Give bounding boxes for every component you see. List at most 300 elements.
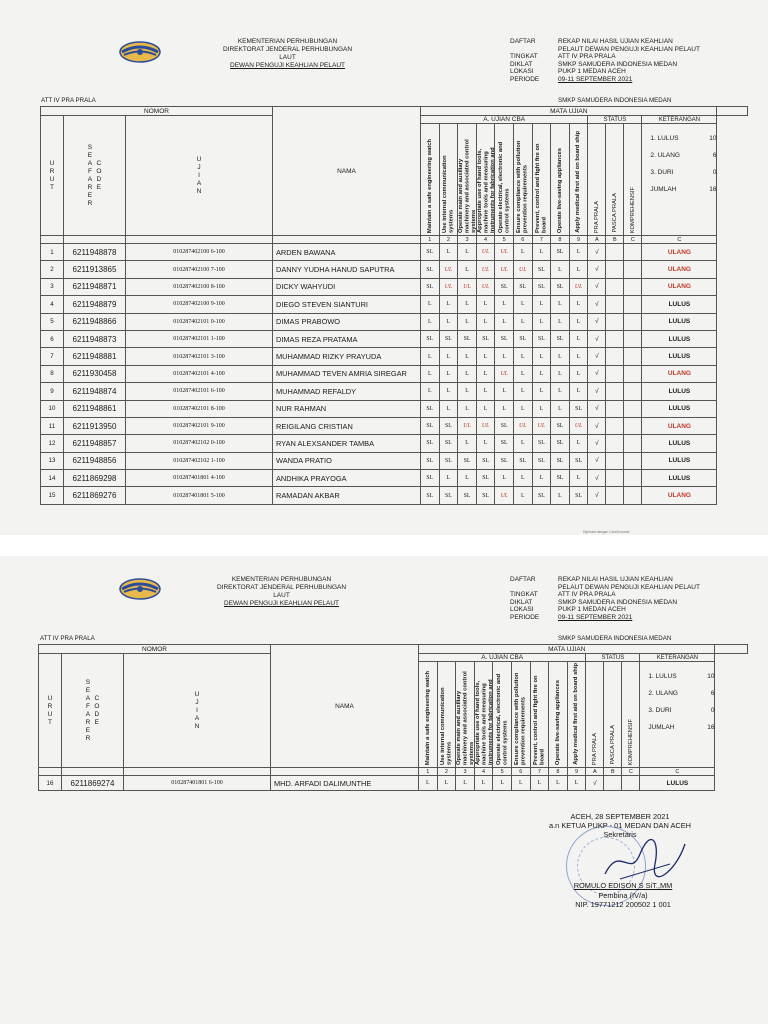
subject-result: L: [439, 400, 458, 417]
subject-result: L: [456, 776, 475, 791]
info-row: [510, 68, 700, 76]
subject-result: L: [421, 383, 440, 400]
subject-result: SL: [569, 452, 588, 469]
letter: R: [49, 167, 55, 175]
status-letter: B: [606, 236, 624, 244]
row-number: 1: [41, 244, 64, 261]
mata-ujian-header: MATA UJIAN: [421, 107, 717, 116]
subject-header: [419, 662, 438, 768]
info-value: REKAP NILAI HASIL UJIAN KEAHLIAN: [558, 38, 673, 45]
subject-number: 4: [476, 236, 495, 244]
subject-result: L: [495, 313, 514, 330]
result-remark: ULANG: [642, 365, 717, 382]
subject-title: Appropriate use of hand tools, machine tools and measuring instruments for fabrication and: [474, 679, 494, 765]
subject-result: L: [474, 776, 493, 791]
document-info: [510, 38, 700, 84]
letter: E: [87, 151, 93, 159]
subject-result: SL: [495, 435, 514, 452]
subject-header: [456, 662, 475, 768]
exam-number: 010287402101 8-100: [126, 400, 273, 417]
subject-number: 5: [493, 768, 512, 776]
subject-result: L: [421, 348, 440, 365]
seafarer-code: 6211948857: [64, 435, 126, 452]
subject-result: UL: [476, 244, 495, 261]
subject-title: Prevent, control and fight fire on board: [532, 675, 546, 765]
ket-letter: C: [640, 768, 715, 776]
subject-result: L: [513, 383, 532, 400]
signatory: [548, 881, 698, 910]
status-col-header: [604, 662, 622, 768]
status-blank: [622, 776, 640, 791]
info-row: [510, 591, 700, 599]
status-blank: [606, 435, 624, 452]
status-letter: C: [622, 768, 640, 776]
row-number: 9: [41, 383, 64, 400]
letter: R: [47, 702, 53, 710]
info-label: DAFTAR: [510, 38, 536, 45]
letter: C: [94, 694, 100, 702]
letter: E: [85, 726, 91, 734]
subject-result: SL: [532, 278, 551, 295]
subject-result: UL: [458, 278, 477, 295]
signature-on-behalf: a.n KETUA PUKP - 01 MEDAN DAN ACEH: [549, 821, 691, 830]
letter: S: [87, 143, 93, 151]
exam-number: 010287402100 7-100: [126, 261, 273, 278]
info-value: REKAP NILAI HASIL UJIAN KEAHLIAN: [558, 576, 673, 583]
subject-result: SL: [532, 452, 551, 469]
letter: [94, 679, 99, 687]
subject-result: SL: [551, 417, 570, 434]
subject-title: Operate main and auxiliary machinery and associated control systems: [456, 671, 476, 765]
info-value: ATT IV PRA PRALA: [558, 591, 616, 599]
info-label: DAFTAR: [510, 576, 536, 583]
subject-result: L: [513, 313, 532, 330]
subject-result: L: [458, 435, 477, 452]
subject-result: L: [530, 776, 549, 791]
status-blank: [624, 487, 642, 504]
subject-number: 3: [458, 236, 477, 244]
summary-value: 6: [710, 690, 715, 697]
subject-result: L: [421, 365, 440, 382]
student-row: [41, 348, 748, 365]
seafarer-code-letters: [62, 679, 123, 743]
student-name: DIMAS PRABOWO: [273, 313, 421, 330]
exam-number: 010287402100 6-100: [126, 244, 273, 261]
info-value: PUKP 1 MEDAN ACEH: [558, 606, 626, 614]
info-value: SMKP SAMUDERA INDONESIA MEDAN: [558, 60, 678, 68]
status-tick: √: [588, 470, 606, 487]
subject-result: L: [458, 348, 477, 365]
subject-number: 8: [549, 768, 568, 776]
numbering-blank: [62, 768, 124, 776]
directorate-name: DIREKTORAT JENDERAL PERHUBUNGAN LAUT: [216, 584, 347, 599]
subject-number: 8: [551, 236, 570, 244]
student-row: [41, 435, 748, 452]
student-row: [41, 244, 748, 261]
subject-result: L: [511, 776, 530, 791]
subject-result: L: [513, 470, 532, 487]
header-row: [41, 107, 748, 116]
school-label: SMKP SAMUDERA INDONESIA MEDAN: [558, 97, 672, 104]
document-info: [510, 576, 700, 622]
row-number: 13: [41, 452, 64, 469]
ujian-header: [126, 116, 273, 236]
letter: J: [197, 163, 201, 171]
subject-number: 6: [513, 236, 532, 244]
ujian-cba-header: A. UJIAN CBA: [419, 654, 586, 662]
signature-block: [530, 812, 710, 839]
subject-header: [513, 124, 532, 236]
subject-result: L: [458, 365, 477, 382]
exam-number: 010287402100 8-100: [126, 278, 273, 295]
seafarer-code: 6211948878: [64, 244, 126, 261]
status-col-title: KOMPREHENSIF: [629, 186, 636, 233]
seafarer-code: 6211869276: [64, 487, 126, 504]
subject-header: [530, 662, 549, 768]
subject-result: L: [569, 296, 588, 313]
subject-result: L: [569, 435, 588, 452]
info-label: [510, 584, 558, 592]
status-blank: [606, 417, 624, 434]
status-blank: [624, 348, 642, 365]
info-row: [510, 599, 700, 607]
subject-result: SL: [513, 278, 532, 295]
info-value: ATT IV PRA PRALA: [558, 53, 616, 61]
subject-result: L: [495, 383, 514, 400]
exam-number: 010287401801 6-100: [124, 776, 271, 791]
subject-result: SL: [458, 452, 477, 469]
numbering-blank: [271, 768, 419, 776]
student-name: WANDA PRATIO: [273, 452, 421, 469]
subject-title: Maintain a safe engineering watch: [424, 670, 431, 765]
subject-result: L: [532, 365, 551, 382]
exam-number: 010287402101 3-100: [126, 348, 273, 365]
subject-header: [567, 662, 586, 768]
exam-number: 010287402101 0-100: [126, 313, 273, 330]
result-remark: ULANG: [642, 244, 717, 261]
subject-result: UL: [569, 417, 588, 434]
status-tick: √: [588, 400, 606, 417]
summary-label: 1. LULUS: [648, 673, 677, 680]
status-blank: [624, 244, 642, 261]
subject-result: UL: [513, 417, 532, 434]
subject-result: SL: [551, 244, 570, 261]
letter: T: [48, 718, 52, 726]
subject-result: SL: [439, 330, 458, 347]
stacked-letters: [126, 156, 272, 196]
seafarer-code-header: [64, 116, 126, 236]
subject-result: L: [421, 313, 440, 330]
seafarer-code-header: [62, 654, 124, 768]
info-row: [510, 576, 700, 584]
seafarer-code: 6211913865: [64, 261, 126, 278]
status-tick: √: [588, 330, 606, 347]
subject-result: UL: [495, 365, 514, 382]
seafarer-code-letters: [64, 144, 125, 208]
exam-number: 010287402101 4-100: [126, 365, 273, 382]
summary-value: 6: [712, 152, 717, 159]
subject-result: L: [551, 400, 570, 417]
student-row: [41, 313, 748, 330]
letter: U: [47, 694, 53, 702]
subject-result: SL: [551, 435, 570, 452]
subject-result: L: [532, 470, 551, 487]
urut-header: [41, 116, 64, 236]
subject-result: SL: [495, 417, 514, 434]
seafarer-code: 6211948861: [64, 400, 126, 417]
nomor-header: NOMOR: [41, 107, 273, 116]
subject-result: L: [476, 400, 495, 417]
nama-header: NAMA: [273, 107, 421, 236]
subject-result: L: [458, 383, 477, 400]
subject-header: [551, 124, 570, 236]
subject-result: L: [513, 365, 532, 382]
result-remark: LULUS: [642, 348, 717, 365]
letter: E: [87, 191, 93, 199]
seafarer-code: 6211948866: [64, 313, 126, 330]
subject-result: L: [495, 400, 514, 417]
subject-result: L: [495, 348, 514, 365]
letter: S: [85, 678, 91, 686]
summary-value: 0: [712, 169, 717, 176]
header-spacer: [717, 107, 748, 116]
subject-result: SL: [551, 470, 570, 487]
numbering-row: [39, 768, 748, 776]
letter: E: [94, 718, 100, 726]
subject-result: SL: [476, 452, 495, 469]
status-letter: A: [588, 236, 606, 244]
row-number: 5: [41, 313, 64, 330]
subject-result: L: [532, 313, 551, 330]
subject-title: Operate main and auxiliary machinery and associated control systems: [458, 139, 478, 233]
status-blank: [606, 365, 624, 382]
subject-result: L: [458, 400, 477, 417]
status-tick: √: [588, 365, 606, 382]
subject-title: Operate live-saving appliances: [556, 147, 563, 233]
subject-number: 2: [439, 236, 458, 244]
seafarer-code: 6211948874: [64, 383, 126, 400]
subject-result: SL: [421, 278, 440, 295]
letter: [94, 687, 99, 695]
subject-result: SL: [421, 435, 440, 452]
letter: A: [87, 175, 93, 183]
header-row: [39, 645, 748, 654]
subject-result: SL: [476, 470, 495, 487]
row-number: 6: [41, 330, 64, 347]
status-blank: [624, 470, 642, 487]
status-col-header: [624, 124, 642, 236]
status-blank: [606, 278, 624, 295]
status-blank: [606, 383, 624, 400]
subject-result: SL: [439, 452, 458, 469]
subject-result: UL: [476, 278, 495, 295]
status-blank: [624, 278, 642, 295]
student-row: [39, 776, 748, 791]
subject-title: Appropriate use of hand tools, machine tools and measuring instruments for fabrication and: [476, 147, 496, 233]
subject-result: L: [437, 776, 456, 791]
subject-result: SL: [421, 417, 440, 434]
subject-result: L: [569, 261, 588, 278]
status-col-title: PASCA PRALA: [611, 193, 618, 233]
letter: R: [85, 718, 91, 726]
subject-number: 1: [421, 236, 440, 244]
subject-result: L: [513, 487, 532, 504]
subject-result: SL: [458, 487, 477, 504]
subject-result: L: [551, 313, 570, 330]
exam-number: 010287402100 9-100: [126, 296, 273, 313]
subject-result: SL: [476, 330, 495, 347]
subject-header: [549, 662, 568, 768]
status-tick: √: [588, 452, 606, 469]
keterangan-header: KETERANGAN: [640, 654, 715, 662]
subject-result: SL: [421, 452, 440, 469]
subject-result: L: [513, 435, 532, 452]
summary-row: [648, 719, 714, 736]
subject-result: L: [439, 244, 458, 261]
mata-ujian-header: MATA UJIAN: [419, 645, 715, 654]
subject-header: [476, 124, 495, 236]
nama-header: NAMA: [271, 645, 419, 768]
subject-result: L: [476, 313, 495, 330]
letter: I: [198, 171, 200, 179]
subject-result: L: [458, 296, 477, 313]
header-spacer: [715, 645, 748, 654]
status-blank: [606, 400, 624, 417]
seafarer-code: 6211948873: [64, 330, 126, 347]
subject-result: L: [421, 296, 440, 313]
letter: [94, 735, 99, 743]
status-tick: √: [586, 776, 604, 791]
info-row: [510, 38, 700, 46]
subject-number: 9: [569, 236, 588, 244]
subject-result: SL: [421, 470, 440, 487]
stacked-letters: [86, 679, 91, 743]
subject-result: L: [458, 470, 477, 487]
exam-number: 010287402101 6-100: [126, 383, 273, 400]
status-blank: [624, 383, 642, 400]
info-value: SMKP SAMUDERA INDONESIA MEDAN: [558, 598, 678, 606]
subject-result: SL: [421, 487, 440, 504]
numbering-blank: [64, 236, 126, 244]
subject-result: SL: [551, 452, 570, 469]
letter: R: [87, 199, 93, 207]
result-remark: LULUS: [640, 776, 715, 791]
subject-number: 3: [456, 768, 475, 776]
subject-result: UL: [513, 261, 532, 278]
exam-number: 010287402101 9-100: [126, 417, 273, 434]
letter: A: [194, 714, 200, 722]
info-label: DIKLAT: [510, 60, 533, 68]
subject-result: L: [513, 244, 532, 261]
subject-title: Use internal communication systems: [441, 155, 455, 233]
status-tick: √: [588, 244, 606, 261]
student-name: DICKY WAHYUDI: [273, 278, 421, 295]
subject-header: [511, 662, 530, 768]
seafarer-code: 6211930458: [64, 365, 126, 382]
subject-result: UL: [495, 261, 514, 278]
subject-result: SL: [569, 400, 588, 417]
keterangan-header: KETERANGAN: [642, 116, 717, 124]
subject-title: Operate live-saving appliances: [554, 679, 561, 765]
status-blank: [606, 261, 624, 278]
result-remark: LULUS: [642, 296, 717, 313]
level-label: ATT IV PRA PRALA: [41, 97, 96, 104]
subject-result: L: [549, 776, 568, 791]
status-blank: [606, 470, 624, 487]
student-name: DIEGO STEVEN SIANTURI: [273, 296, 421, 313]
seafarer-code: 6211948856: [64, 452, 126, 469]
info-row: [510, 46, 700, 54]
subject-result: L: [495, 470, 514, 487]
summary-label: 2. ULANG: [648, 690, 678, 697]
student-name: MHD. ARFADI DALIMUNTHE: [271, 776, 419, 791]
subject-title: Operate electrical, electronic and control systems: [497, 141, 511, 233]
status-blank: [624, 435, 642, 452]
signature-icon: [600, 834, 690, 884]
subject-title: Apply medical first aid on board ship: [575, 131, 582, 233]
subject-result: L: [439, 296, 458, 313]
result-remark: ULANG: [642, 487, 717, 504]
results-table: [40, 106, 748, 505]
student-row: [41, 452, 748, 469]
row-number: 8: [41, 365, 64, 382]
summary-row: [650, 164, 716, 181]
summary-row: [648, 668, 714, 685]
status-blank: [606, 296, 624, 313]
info-label: PERIODE: [510, 613, 540, 621]
stacked-letters: [88, 144, 93, 208]
summary-row: [648, 702, 714, 719]
letter: [94, 727, 99, 735]
subject-result: SL: [495, 278, 514, 295]
subject-header: [437, 662, 456, 768]
status-blank: [624, 313, 642, 330]
info-value: PUKP 1 MEDAN ACEH: [558, 68, 626, 76]
subject-result: SL: [532, 330, 551, 347]
subject-result: SL: [551, 330, 570, 347]
result-remark: LULUS: [642, 400, 717, 417]
info-value: 09-11 SEPTEMBER 2021: [558, 613, 633, 621]
row-number: 16: [39, 776, 62, 791]
result-remark: ULANG: [642, 261, 717, 278]
subject-result: L: [532, 244, 551, 261]
board-name: DEWAN PENGUJI KEAHLIAN PELAUT: [224, 600, 339, 607]
letter: F: [85, 702, 90, 710]
info-label: TINGKAT: [510, 53, 538, 61]
subject-result: SL: [476, 487, 495, 504]
letter: E: [96, 183, 102, 191]
ujian-cba-header: A. UJIAN CBA: [421, 116, 588, 124]
subject-result: UL: [439, 278, 458, 295]
subject-result: SL: [532, 487, 551, 504]
letter: I: [196, 706, 198, 714]
letter: U: [194, 690, 200, 698]
exam-number: 010287402102 0-100: [126, 435, 273, 452]
scan-note: Dipindai dengan CamScanner: [583, 530, 630, 534]
ministry-heading: [220, 38, 355, 70]
subject-result: L: [458, 313, 477, 330]
stacked-letters: [124, 691, 270, 731]
summary-value: 10: [709, 135, 717, 142]
info-label: LOKASI: [510, 606, 534, 614]
directorate-name: DIREKTORAT JENDERAL PERHUBUNGAN LAUT: [222, 46, 353, 61]
status-tick: √: [588, 417, 606, 434]
signatory-rank: Pembina (IV/a): [598, 890, 648, 900]
info-row: [510, 614, 700, 622]
student-name: DANNY YUDHA HANUD SAPUTRA: [273, 261, 421, 278]
status-col-header: [588, 124, 606, 236]
subject-number: 7: [530, 768, 549, 776]
